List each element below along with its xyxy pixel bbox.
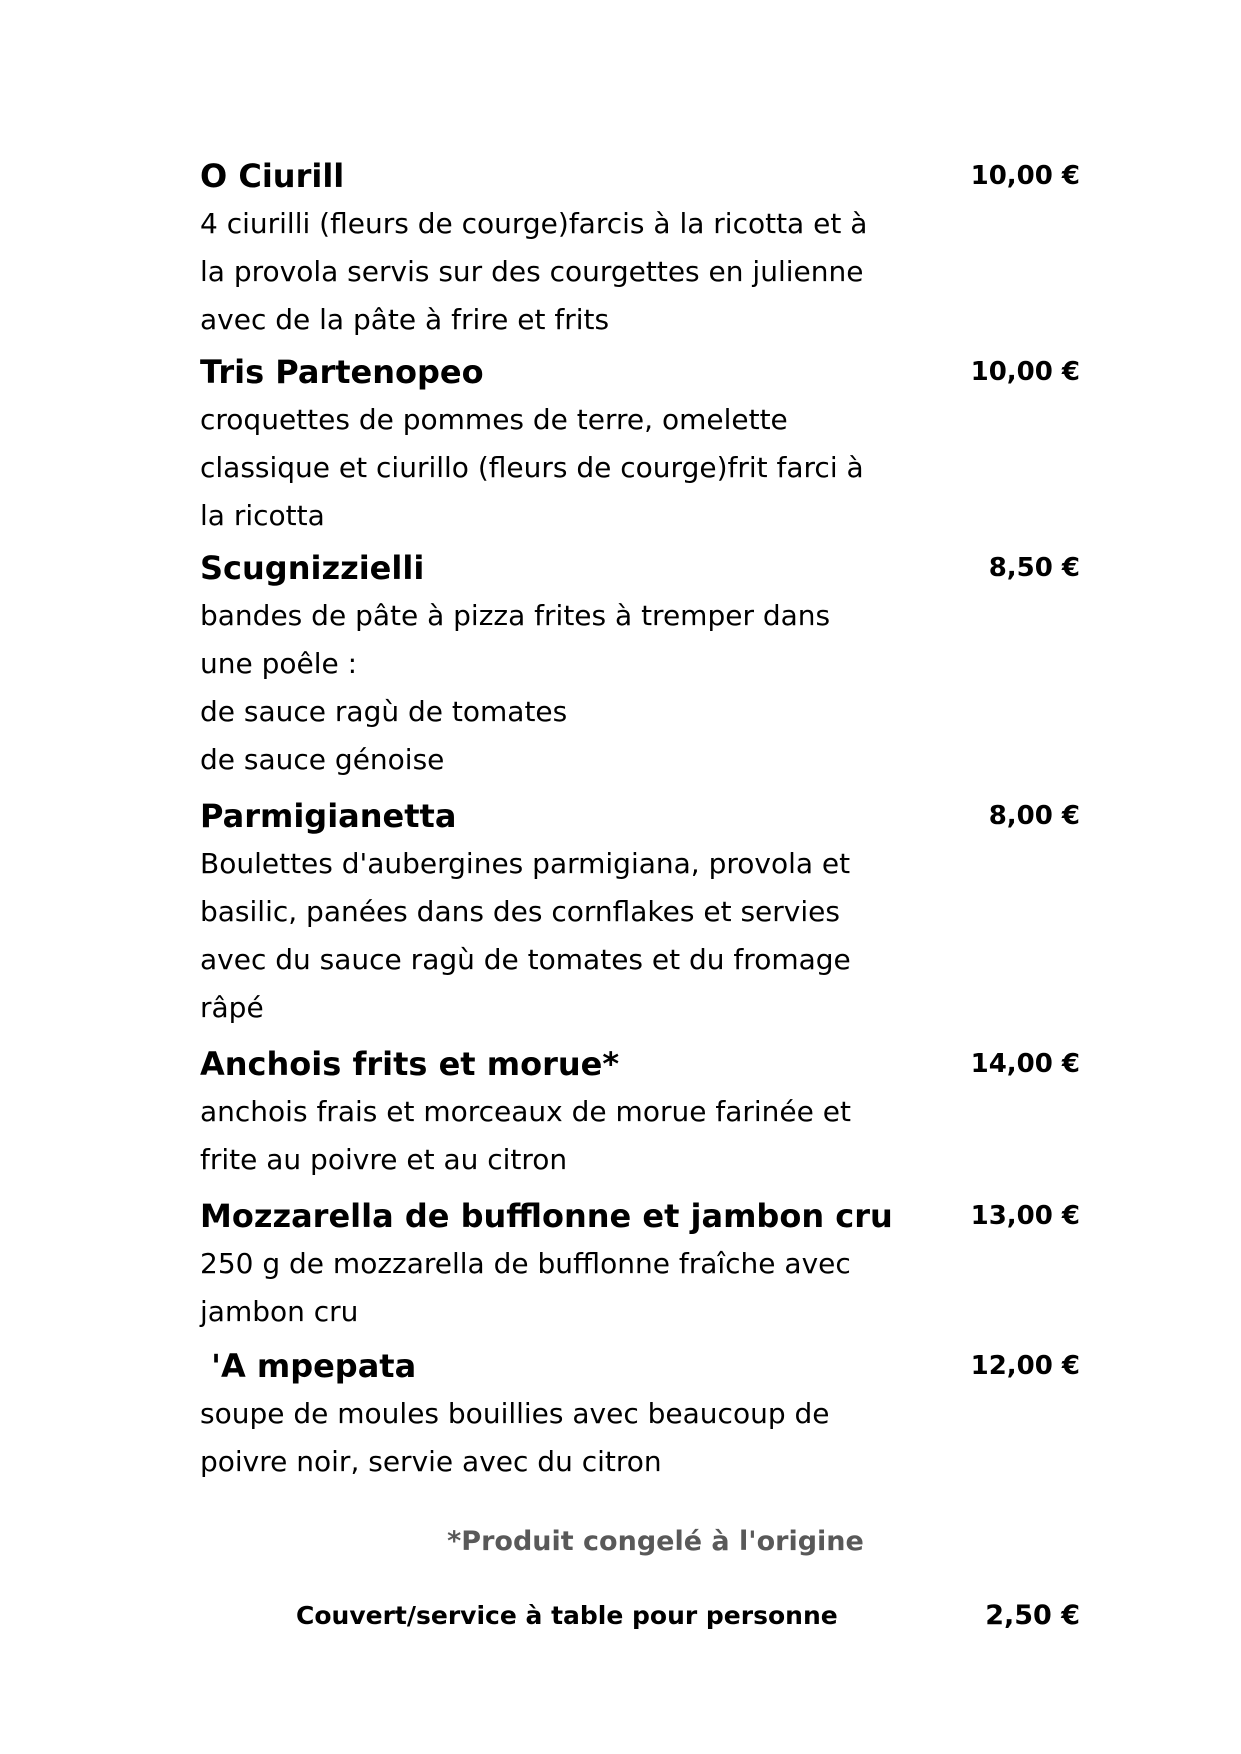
menu-item-header xyxy=(200,1342,1080,1390)
description-line: anchois frais et morceaux de morue farinée et xyxy=(200,1095,851,1128)
description-line: 250 g de mozzarella de bufflonne fraîche avec xyxy=(200,1247,851,1280)
description-line: poivre noir, servie avec du citron xyxy=(200,1445,662,1478)
frozen-product-footnote: *Produit congelé à l'origine xyxy=(447,1526,864,1557)
menu-item-price: 10,00 € xyxy=(970,161,1080,191)
description-line: avec du sauce ragù de tomates et du fromage xyxy=(200,943,851,976)
description-line: une poêle : xyxy=(200,647,358,680)
cover-charge-row xyxy=(200,1593,1080,1639)
description-line: jambon cru xyxy=(200,1295,359,1328)
menu-item-header xyxy=(200,1040,1080,1088)
description-line: râpé xyxy=(200,991,264,1024)
menu-item-description xyxy=(200,200,920,344)
menu-item-name: Mozzarella de bufflonne et jambon cru xyxy=(200,1197,893,1235)
menu-item-description xyxy=(200,396,920,540)
menu-item xyxy=(200,544,1080,784)
description-line: soupe de moules bouillies avec beaucoup de xyxy=(200,1397,830,1430)
description-line: la provola servis sur des courgettes en julienne xyxy=(200,255,864,288)
description-line: de sauce ragù de tomates xyxy=(200,695,568,728)
menu-item-header xyxy=(200,348,1080,396)
menu-item xyxy=(200,1342,1080,1486)
menu-item-name: Scugnizzielli xyxy=(200,549,425,587)
menu-item-header xyxy=(200,152,1080,200)
description-line: bandes de pâte à pizza frites à tremper dans xyxy=(200,599,831,632)
description-line: croquettes de pommes de terre, omelette xyxy=(200,403,788,436)
menu-item xyxy=(200,152,1080,344)
description-line: classique et ciurillo (fleurs de courge)frit farci à xyxy=(200,451,864,484)
description-line: frite au poivre et au citron xyxy=(200,1143,568,1176)
description-line: de sauce génoise xyxy=(200,743,445,776)
menu-item-name: 'A mpepata xyxy=(200,1347,417,1385)
menu-item-description xyxy=(200,592,920,784)
menu-item-description xyxy=(200,840,920,1032)
description-line: avec de la pâte à frire et frits xyxy=(200,303,610,336)
menu-item-name: O Ciurill xyxy=(200,157,345,195)
menu-item-price: 8,00 € xyxy=(988,801,1080,831)
menu-item-price: 8,50 € xyxy=(988,553,1080,583)
cover-charge-label: Couvert/service à table pour personne xyxy=(296,1601,838,1630)
menu-item-price: 12,00 € xyxy=(970,1351,1080,1381)
menu-item-header xyxy=(200,792,1080,840)
menu-item xyxy=(200,1040,1080,1184)
menu-item-name: Parmigianetta xyxy=(200,797,457,835)
menu-item-description xyxy=(200,1088,920,1184)
description-line: la ricotta xyxy=(200,499,325,532)
menu-item-price: 10,00 € xyxy=(970,357,1080,387)
menu-item-name: Tris Partenopeo xyxy=(200,353,484,391)
description-line: basilic, panées dans des cornflakes et servies xyxy=(200,895,840,928)
menu-item-price: 14,00 € xyxy=(970,1049,1080,1079)
menu-item-name: Anchois frits et morue* xyxy=(200,1045,620,1083)
cover-charge-price: 2,50 € xyxy=(985,1600,1080,1631)
description-line: 4 ciurilli (fleurs de courge)farcis à la ricotta et à xyxy=(200,207,868,240)
description-line: Boulettes d'aubergines parmigiana, provola et xyxy=(200,847,851,880)
menu-item xyxy=(200,792,1080,1032)
menu-item xyxy=(200,1192,1080,1336)
menu-item-description xyxy=(200,1390,920,1486)
menu-item-header xyxy=(200,1192,1080,1240)
menu-item-description xyxy=(200,1240,920,1336)
menu-item-price: 13,00 € xyxy=(970,1201,1080,1231)
menu-item xyxy=(200,348,1080,540)
menu-item-header xyxy=(200,544,1080,592)
